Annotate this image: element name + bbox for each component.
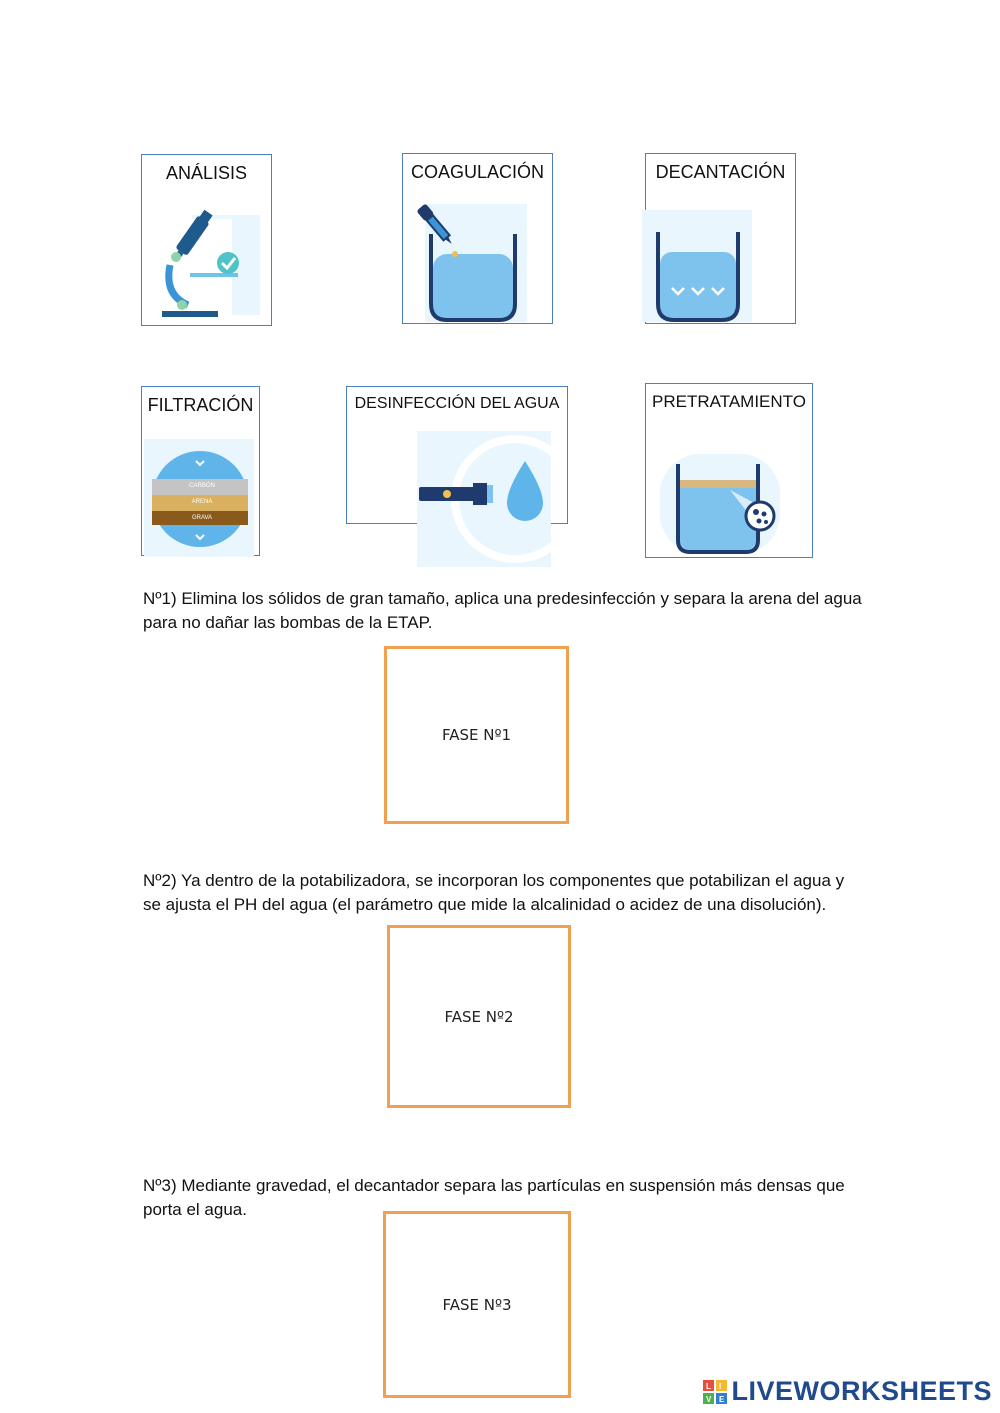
- answer-box-label: FASE Nº3: [442, 1295, 512, 1314]
- card-analisis[interactable]: [141, 154, 272, 326]
- settling-beaker-icon: [638, 204, 758, 324]
- svg-text:E: E: [719, 1394, 725, 1404]
- card-title: DECANTACIÓN: [655, 162, 786, 182]
- card-title: ANÁLISIS: [165, 163, 248, 183]
- card-decantacion[interactable]: [645, 153, 796, 324]
- svg-text:L: L: [706, 1381, 712, 1391]
- card-title: FILTRACIÓN: [147, 395, 254, 415]
- question-1-text: Nº1) Elimina los sólidos de gran tamaño, aplica una predesinfección y separa la arena del agua para no dañar las bombas de la ETAP.: [143, 589, 862, 632]
- answer-box-label: FASE Nº2: [444, 1007, 514, 1026]
- answer-box-1[interactable]: [384, 646, 569, 824]
- liveworksheets-brand: [703, 1376, 992, 1407]
- svg-text:V: V: [706, 1394, 712, 1404]
- card-pretratamiento[interactable]: [645, 383, 813, 558]
- brand-name: LIVEWORKSHEETS: [731, 1376, 992, 1406]
- card-title: DESINFECCIÓN DEL AGUA: [354, 395, 560, 412]
- card-filtracion[interactable]: [141, 386, 260, 556]
- answer-box-2[interactable]: [387, 925, 571, 1108]
- card-desinfeccion[interactable]: [346, 386, 568, 524]
- dropper-beaker-icon: [415, 204, 535, 324]
- card-coagulacion[interactable]: [402, 153, 553, 324]
- filter-layer-label: CARBÓN: [189, 483, 215, 489]
- svg-text:I: I: [719, 1381, 722, 1391]
- card-title: PRETRATAMIENTO: [652, 392, 806, 411]
- question-2-text: Nº2) Ya dentro de la potabilizadora, se incorporan los componentes que potabilizan el agua y se ajusta el PH del agua (el parámetro que mide la alcalinidad o acidez de una disolución).: [143, 871, 845, 914]
- answer-box-3[interactable]: [383, 1211, 571, 1398]
- card-title: COAGULACIÓN: [410, 162, 545, 182]
- answer-box-label: FASE Nº1: [441, 726, 512, 744]
- filter-layers-icon: [144, 439, 254, 557]
- sieve-beaker-icon: [660, 444, 790, 554]
- uv-flashlight-icon: [415, 431, 555, 571]
- microscope-icon: [152, 205, 262, 320]
- question-3-text: Nº3) Mediante gravedad, el decantador separa las partículas en suspensión más densas que porta el agua.: [143, 1176, 845, 1219]
- liveworksheets-logo: [703, 1380, 727, 1404]
- filter-layer-label: ARENA: [191, 499, 213, 505]
- filter-layer-label: GRAVA: [191, 515, 213, 521]
